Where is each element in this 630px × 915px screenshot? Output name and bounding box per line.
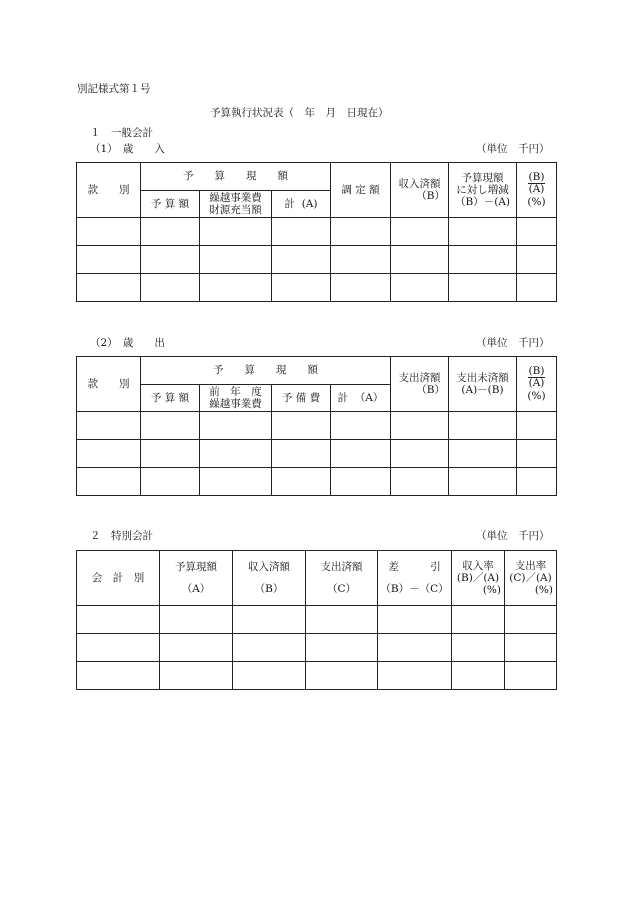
header-category: 款 別 [77,163,141,218]
data-cell[interactable] [233,606,306,634]
data-cell[interactable] [449,468,517,496]
table-row [77,606,557,634]
data-cell[interactable] [331,218,391,246]
revenue-table [76,162,557,302]
data-cell[interactable] [200,218,272,246]
data-cell[interactable] [141,468,200,496]
data-cell[interactable] [272,218,331,246]
data-cell[interactable] [505,606,557,634]
data-cell[interactable] [200,468,272,496]
header-difference: 予算現額 に対し増減 （B）－(A) [449,163,517,218]
document-title: 予算執行状況表（ 年 月 日現在） [210,107,389,119]
unit-label-special: （単位 千円） [476,530,550,542]
form-label: 別記様式第１号 [77,83,151,95]
data-cell[interactable] [77,606,160,634]
table-row [77,218,557,246]
data-cell[interactable] [272,468,331,496]
general-account-heading: １ 一般会計 [90,127,153,139]
data-cell[interactable] [200,246,272,274]
revenue-subheading: （1） 歳 入 [90,143,165,155]
data-cell[interactable] [378,662,452,690]
data-cell[interactable] [391,440,449,468]
data-cell[interactable] [452,634,505,662]
header-ratio: $\frac{(B)}{(A)}$ (%) [517,163,557,218]
data-cell[interactable] [77,634,160,662]
data-cell[interactable] [331,440,391,468]
data-cell[interactable] [517,468,557,496]
data-cell[interactable] [141,246,200,274]
expenditure-table [76,356,557,496]
header-total: 計 (A) [272,191,331,218]
data-cell[interactable] [331,468,391,496]
table-row [77,274,557,302]
data-cell[interactable] [272,412,331,440]
header-total: 計 （A） [331,385,391,412]
data-cell[interactable] [306,606,378,634]
data-cell[interactable] [517,246,557,274]
data-cell[interactable] [77,412,141,440]
data-cell[interactable] [141,440,200,468]
data-cell[interactable] [517,440,557,468]
header-received-amount: 収入済額 （B） [391,163,449,218]
special-account-heading: ２ 特別会計 [90,530,153,542]
data-cell[interactable] [160,634,233,662]
data-cell[interactable] [200,412,272,440]
data-cell[interactable] [306,634,378,662]
data-cell[interactable] [331,246,391,274]
header-received-amount: 収入済額 （B） [233,551,306,606]
data-cell[interactable] [452,606,505,634]
data-cell[interactable] [517,274,557,302]
data-cell[interactable] [77,440,141,468]
header-account: 会 計 別 [77,551,160,606]
data-cell[interactable] [391,412,449,440]
header-income-rate: 収入率 (B)／(A) (%) [452,551,505,606]
data-cell[interactable] [233,634,306,662]
header-unspent-amount: 支出未済額 (A)－(B) [449,357,517,412]
data-cell[interactable] [378,606,452,634]
data-cell[interactable] [517,218,557,246]
header-spent-amount: 支出済額 （B） [391,357,449,412]
unit-label-revenue: （単位 千円） [476,143,550,155]
data-cell[interactable] [505,634,557,662]
data-cell[interactable] [449,274,517,302]
table-row [77,468,557,496]
table-row [77,440,557,468]
header-adjusted-amount: 調 定 額 [331,163,391,218]
data-cell[interactable] [77,274,141,302]
data-cell[interactable] [77,246,141,274]
data-cell[interactable] [331,274,391,302]
data-cell[interactable] [272,440,331,468]
data-cell[interactable] [378,634,452,662]
header-balance: 差 引 （B）－（C） [378,551,452,606]
data-cell[interactable] [160,606,233,634]
header-budget: 予算現額 （A） [160,551,233,606]
data-cell[interactable] [391,468,449,496]
header-category: 款 別 [77,357,141,412]
data-cell[interactable] [141,274,200,302]
header-budget: 予 算 額 [141,385,200,412]
data-cell[interactable] [391,218,449,246]
header-reserve: 予 備 費 [272,385,331,412]
header-spent-amount: 支出済額 （C） [306,551,378,606]
special-account-table [76,550,557,690]
data-cell[interactable] [449,412,517,440]
data-cell[interactable] [391,246,449,274]
header-budget-group: 予 算 現 額 [141,357,391,385]
table-row [77,246,557,274]
header-carryover-funding: 繰越事業費 財源充当額 [200,191,272,218]
data-cell[interactable] [452,662,505,690]
table-row [77,662,557,690]
data-cell[interactable] [272,246,331,274]
data-cell[interactable] [141,412,200,440]
data-cell[interactable] [449,246,517,274]
header-budget: 予 算 額 [141,191,200,218]
header-expense-rate: 支出率 (C)／(A) (%) [505,551,557,606]
data-cell[interactable] [77,468,141,496]
header-ratio: $\frac{(B)}{(A)}$ (%) [517,357,557,412]
data-cell[interactable] [449,218,517,246]
data-cell[interactable] [391,274,449,302]
table-row [77,412,557,440]
data-cell[interactable] [200,274,272,302]
data-cell[interactable] [331,412,391,440]
data-cell[interactable] [505,662,557,690]
expenditure-subheading: （2） 歳 出 [90,337,165,349]
unit-label-expenditure: （単位 千円） [476,337,550,349]
data-cell[interactable] [233,662,306,690]
data-cell[interactable] [141,218,200,246]
header-budget-group: 予 算 現 額 [141,163,331,191]
data-cell[interactable] [160,662,233,690]
data-cell[interactable] [517,412,557,440]
data-cell[interactable] [77,662,160,690]
table-row [77,634,557,662]
data-cell[interactable] [306,662,378,690]
data-cell[interactable] [77,218,141,246]
data-cell[interactable] [449,440,517,468]
data-cell[interactable] [200,440,272,468]
data-cell[interactable] [272,274,331,302]
header-prior-year-carryover: 前 年 度 繰越事業費 [200,385,272,412]
